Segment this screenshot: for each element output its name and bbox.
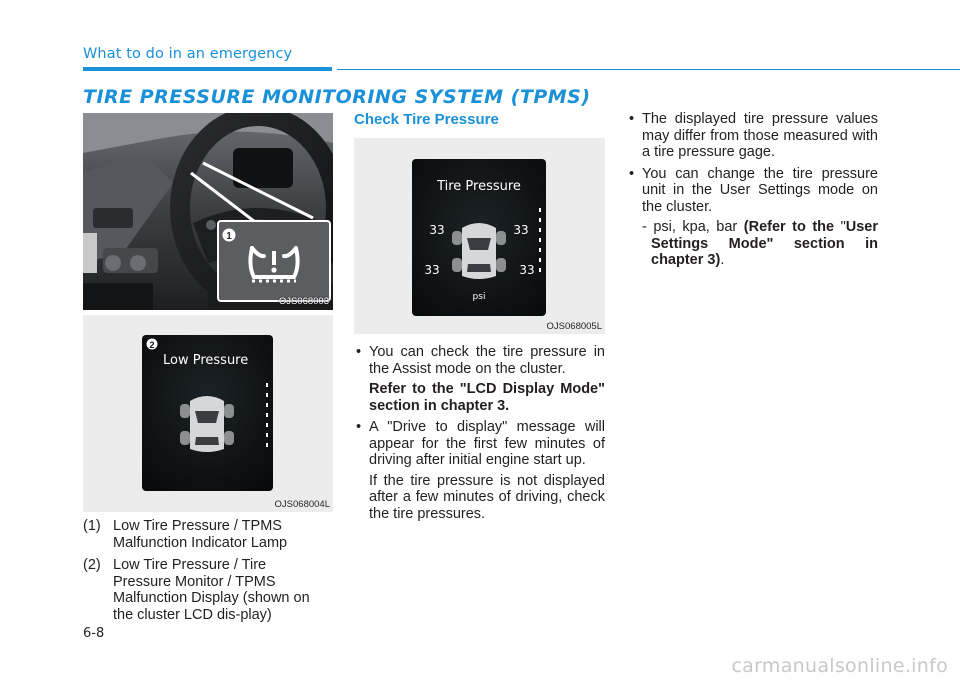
header-rule-short	[83, 67, 332, 71]
section-header: What to do in an emergency	[83, 46, 293, 62]
bullet-text: You can change the tire pressure unit in the User Settings mode on the cluster.	[642, 165, 878, 215]
list-item-number: (1)	[83, 518, 101, 534]
list-item	[83, 557, 333, 623]
dashboard-illustration	[83, 113, 333, 310]
list-item-text: Low Tire Pressure / TPMS Malfunction Indicator Lamp	[113, 518, 288, 551]
bullet-note: If the tire pressure is not displayed after a few minutes of driving, check the tire pressures.	[369, 472, 605, 522]
tire-pressure-title: Tire Pressure	[437, 179, 521, 194]
watermark: carmanualsonline.info	[731, 655, 948, 677]
bullet-note: Refer to the "LCD Display Mode" section in chapter 3.	[369, 381, 605, 414]
rear-right-pressure: 33	[519, 263, 535, 277]
low-pressure-panel	[83, 315, 333, 512]
header-rule-long	[337, 69, 960, 70]
tire-pressure-display-figure	[354, 138, 605, 334]
page-title: TIRE PRESSURE MONITORING SYSTEM (TPMS)	[83, 86, 591, 108]
dashboard-photo	[83, 113, 333, 310]
list-item-number: (2)	[83, 557, 101, 573]
bullet-text: You can check the tire pressure in the Assist mode on the cluster.	[369, 344, 605, 377]
bullet-item: • You can check the tire pressure in the Assist mode on the cluster. Refer to the "LCD Display Mode" section in chapter 3.	[356, 344, 605, 414]
figure3-caption: OJS068005L	[546, 321, 602, 332]
check-tire-pressure-heading: Check Tire Pressure	[354, 111, 499, 128]
bullet-text: The displayed tire pressure values may differ from those measured with a tire pressure gage.	[642, 111, 878, 160]
front-left-pressure: 33	[429, 223, 445, 237]
page-number: 6-8	[83, 626, 105, 641]
list-item-text: Low Tire Pressure / Tire Pressure Monitor / TPMS Malfunction Display (shown on the cluster LCD dis-play)	[113, 557, 310, 623]
bullet-text: A "Drive to display" message will appear for the first few minutes of driving after initial engine start up.	[369, 419, 605, 468]
callout-number-1: 1	[226, 231, 232, 242]
front-right-pressure: 33	[513, 223, 529, 237]
pressure-unit: psi	[472, 292, 486, 302]
low-pressure-display-figure	[83, 315, 333, 512]
low-pressure-title: Low Pressure	[163, 353, 249, 368]
left-column-text	[83, 518, 333, 629]
callout-number-2: 2	[149, 340, 155, 350]
middle-column-text	[354, 344, 605, 527]
bullet-item: • The displayed tire pressure values may differ from those measured with a tire pressure gage.	[629, 111, 878, 160]
figure1-caption: OJS068003	[278, 296, 329, 307]
bullet-item: • You can change the tire pressure unit in the User Settings mode on the cluster. - psi, kpa, bar (Refer to the "User Settings Mode" section in chapter 3).	[629, 165, 879, 268]
unit-options-note: - psi, kpa, bar (Refer to the "User Settings Mode" section in chapter 3).	[642, 219, 879, 268]
rear-left-pressure: 33	[424, 263, 440, 277]
tire-pressure-panel	[354, 138, 605, 334]
list-item	[83, 518, 333, 551]
figure2-caption: OJS068004L	[274, 499, 330, 510]
right-column-text	[627, 111, 878, 274]
bullet-item: • A "Drive to display" message will appear for the first few minutes of driving after initial engine start up. If the tire pressure is not displayed after a few minutes of driving, check the tire pressures.	[356, 419, 605, 522]
